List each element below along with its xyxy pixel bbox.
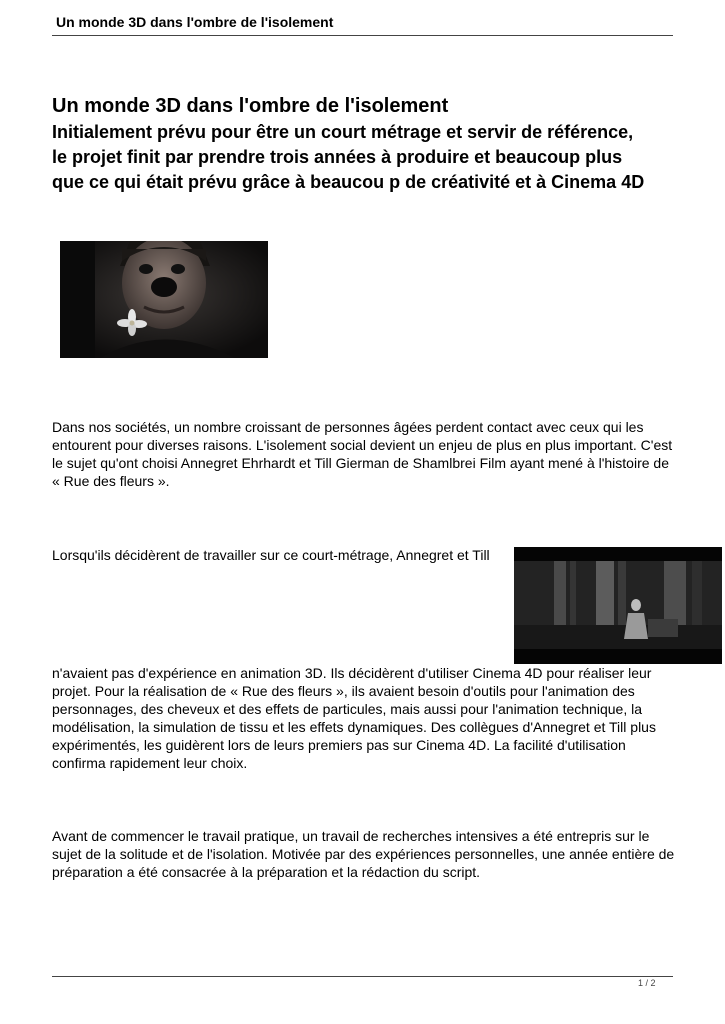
paragraph-production-start: Lorsqu'ils décidèrent de travailler sur ce court-métrage, Annegret et Till (52, 547, 490, 563)
paragraph-research: Avant de commencer le travail pratique, un travail de recherches intensives a été entrepris sur le sujet de la solitude et de l'isolation. Motivée par des expériences personnelles, une année entière de préparation a été consacrée à la préparation et la rédaction du script. (52, 828, 675, 880)
running-header-title: Un monde 3D dans l'ombre de l'isolement (56, 14, 334, 30)
paragraph-intro: Dans nos sociétés, un nombre croissant de personnes âgées perdent contact avec ceux qui les entourent pour diverses raisons. L'isolement social devient un enjeu de plus en plus important. C'est le sujet qu'ont choisi Annegret Ehrhardt et Till Gierman de Shamlbrei Film ayant mené à l'histoire de « Rue des fleurs ». (52, 419, 673, 489)
article-subtitle: Initialement prévu pour être un court métrage et servir de référence, le projet finit par prendre trois années à produire et beaucoup plus que ce qui était prévu grâce à beaucou p de créativité et à Cinema 4D (52, 122, 645, 192)
page-number: 1 / 2 (638, 978, 656, 988)
film-still-street-image (514, 547, 722, 664)
film-still-character-image (60, 241, 268, 358)
article-title: Un monde 3D dans l'ombre de l'isolement (52, 95, 449, 117)
footer-divider (52, 976, 673, 977)
header-divider (52, 35, 673, 36)
paragraph-production-rest: n'avaient pas d'expérience en animation 3D. Ils décidèrent d'utiliser Cinema 4D pour réaliser leur projet. Pour la réalisation de « Rue des fleurs », ils avaient besoin d'outils pour l'animation des personnages, des cheveux et des effets de particules, mais aussi pour l'animation technique, la modélisation, la simulation de tissu et les effets dynamiques. Des collègues d'Annegret et Till plus expérimentés, les guidèrent lors de leurs premiers pas sur Cinema 4D. La facilité d'utilisation confirma rapidement leur choix. (52, 665, 656, 771)
